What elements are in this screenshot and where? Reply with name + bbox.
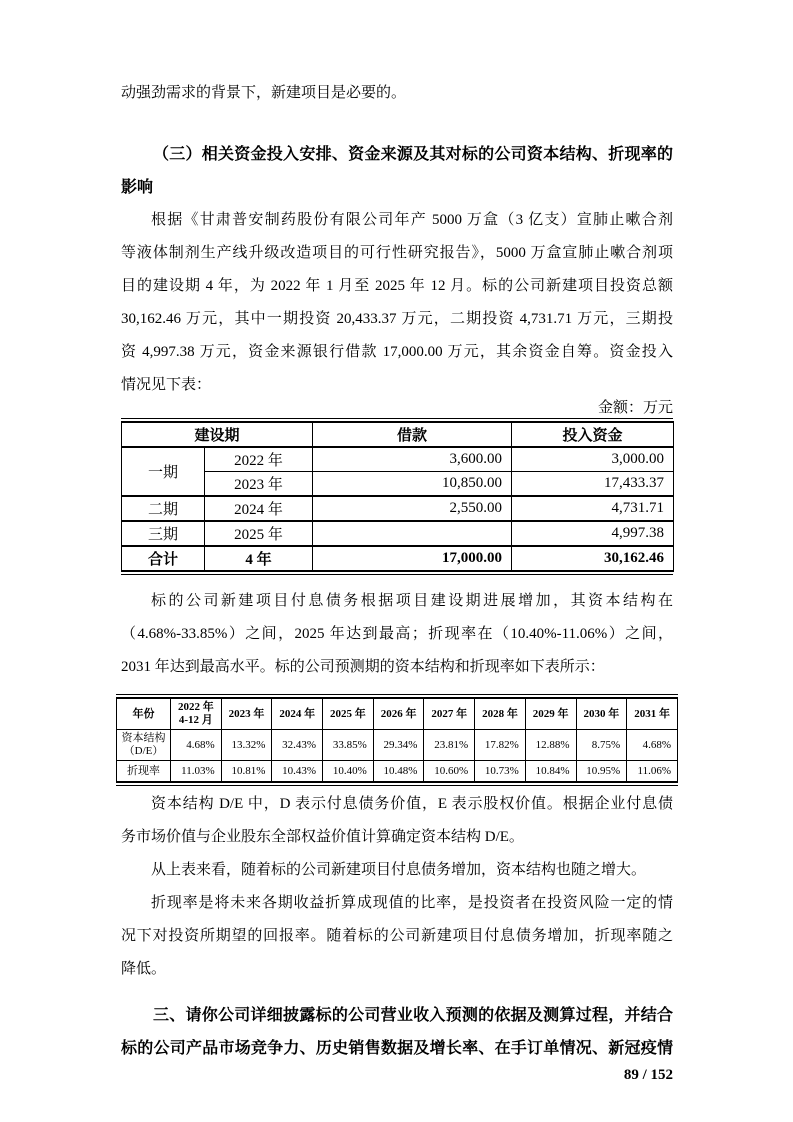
value-cell: 10.43% (272, 761, 323, 783)
paragraph-line: 资本结构 D/E 中，D 表示付息债务价值，E 表示股权价值。根据企业付息债 (151, 796, 673, 812)
investment-table (121, 418, 673, 575)
header-cell-loan: 借款 (313, 422, 512, 447)
value-cell: 17.82% (475, 730, 526, 761)
value-cell: 23.81% (424, 730, 475, 761)
de-definition-paragraph (121, 788, 673, 854)
section-heading-line: （三）相关资金投入安排、资金来源及其对标的公司资本结构、折现率的 (153, 146, 673, 163)
period-cell: 一期 (122, 447, 205, 496)
invest-cell: 30,162.46 (512, 546, 674, 571)
year-cell: 2022 年 (205, 447, 313, 472)
invest-cell: 4,731.71 (512, 496, 674, 521)
question-heading-line: 三、请你公司详细披露标的公司营业收入预测的依据及测算过程，并结合 (153, 1007, 673, 1024)
paragraph-line: 2031 年达到最高水平。标的公司预测期的资本结构和折现率如下表所示： (121, 659, 605, 675)
value-cell: 4.68% (171, 730, 222, 761)
period-cell: 三期 (122, 521, 205, 546)
period-cell: 二期 (122, 496, 205, 521)
value-cell: 10.81% (221, 761, 272, 783)
header-cell-year: 2025 年 (323, 698, 374, 730)
discount-rate-paragraph (121, 887, 673, 986)
intro-paragraph-line: 动强劲需求的背景下，新建项目是必要的。 (121, 85, 407, 101)
paragraph-line: 30,162.46 万元，其中一期投资 20,433.37 万元，二期投资 4,731.71 万元，三期投 (121, 311, 673, 327)
section-heading-line: 影响 (121, 179, 154, 196)
header-cell-year-label: 年份 (117, 698, 171, 730)
paragraph-line: 折现率是将未来各期收益折算成现值的比率，是投资者在投资风险一定的情 (151, 895, 673, 911)
value-cell: 11.03% (171, 761, 222, 783)
header-cell-year: 2026 年 (373, 698, 424, 730)
discount-rate-row (117, 761, 678, 783)
header-cell-year: 2024 年 (272, 698, 323, 730)
paragraph-line: 降低。 (121, 961, 167, 977)
question-heading-line: 标的公司产品市场竞争力、历史销售数据及增长率、在手订单情况、新冠疫情 (121, 1040, 673, 1057)
table-row (122, 447, 674, 472)
row-label-line2: （D/E） (123, 745, 164, 757)
header-cell-year: 2027 年 (424, 698, 475, 730)
question-heading (121, 999, 673, 1065)
loan-cell: 2,550.00 (313, 496, 512, 521)
table-header-row (122, 422, 674, 447)
value-cell: 10.95% (576, 761, 627, 783)
header-cell-invest: 投入资金 (512, 422, 674, 447)
paragraph-line: 标的公司新建项目付息债务根据项目建设期进展增加，其资本结构在 (151, 593, 673, 609)
loan-cell (313, 521, 512, 546)
section-heading (121, 138, 673, 204)
value-cell: 10.84% (525, 761, 576, 783)
value-cell: 13.32% (221, 730, 272, 761)
header-cell-year: 2031 年 (627, 698, 678, 730)
value-cell: 10.40% (323, 761, 374, 783)
loan-cell: 10,850.00 (313, 472, 512, 497)
value-cell: 10.60% (424, 761, 475, 783)
paragraph-line: 况下对投资所期望的回报率。随着标的公司新建项目付息债务增加，折现率随之 (121, 928, 673, 944)
table-row (122, 521, 674, 546)
value-cell: 29.34% (373, 730, 424, 761)
invest-cell: 4,997.38 (512, 521, 674, 546)
paragraph-line: 务市场价值与企业股东全部权益价值计算确定资本结构 D/E。 (121, 829, 524, 845)
row-label-line1: 资本结构 (121, 732, 166, 744)
header-cell-year: 2029 年 (525, 698, 576, 730)
paragraph-line: 从上表来看，随着标的公司新建项目付息债务增加，资本结构也随之增大。 (151, 862, 647, 878)
row-label-cell: 折现率 (117, 761, 171, 783)
invest-cell: 3,000.00 (512, 447, 674, 472)
loan-cell: 17,000.00 (313, 546, 512, 571)
value-cell: 12.88% (525, 730, 576, 761)
paragraph-line: 资 4,997.38 万元，资金来源银行借款 17,000.00 万元，其余资金自筹。资金投入 (121, 344, 673, 360)
capital-structure-row (117, 730, 678, 761)
header-2022-line2: 4-12 月 (178, 714, 213, 726)
table-row (122, 472, 674, 497)
value-cell: 8.75% (576, 730, 627, 761)
header-cell-year: 2030 年 (576, 698, 627, 730)
table-row (122, 496, 674, 521)
year-cell: 2024 年 (205, 496, 313, 521)
value-cell: 33.85% (323, 730, 374, 761)
paragraph-line: 目的建设期 4 年，为 2022 年 1 月至 2025 年 12 月。标的公司新建项目投资总额 (121, 278, 673, 294)
paragraph-line: 根据《甘肃普安制药股份有限公司年产 5000 万盒（3 亿支）宣肺止嗽合剂 (151, 212, 673, 228)
paragraph-line: 情况见下表： (121, 377, 212, 393)
value-cell: 32.43% (272, 730, 323, 761)
observation-paragraph (121, 854, 673, 887)
invest-cell: 17,433.37 (512, 472, 674, 497)
year-cell: 2025 年 (205, 521, 313, 546)
value-cell: 11.06% (627, 761, 678, 783)
row-label-cell (117, 730, 171, 761)
page-number: 89 / 152 (623, 1067, 673, 1083)
table-header-row (117, 698, 678, 730)
value-cell: 10.73% (475, 761, 526, 783)
value-cell: 4.68% (627, 730, 678, 761)
loan-cell: 3,600.00 (313, 447, 512, 472)
header-cell-2022 (171, 698, 222, 730)
table-total-row (122, 546, 674, 571)
paragraph-line: （4.68%-33.85%）之间，2025 年达到最高；折现率在（10.40%-11.06%）之间， (121, 626, 673, 642)
year-cell: 2023 年 (205, 472, 313, 497)
period-cell: 合计 (122, 546, 205, 571)
value-cell: 10.48% (373, 761, 424, 783)
year-cell: 4 年 (205, 546, 313, 571)
header-2022-line1: 2022 年 (177, 701, 214, 713)
investment-intro-paragraph (121, 204, 673, 402)
capital-structure-paragraph (121, 585, 673, 684)
amount-unit-label: 金额：万元 (597, 400, 673, 416)
capital-structure-table (116, 694, 678, 786)
header-cell-period: 建设期 (122, 422, 313, 447)
paragraph-line: 等液体制剂生产线升级改造项目的可行性研究报告》，5000 万盒宣肺止嗽合剂项 (121, 245, 673, 261)
header-cell-year: 2023 年 (221, 698, 272, 730)
header-cell-year: 2028 年 (475, 698, 526, 730)
